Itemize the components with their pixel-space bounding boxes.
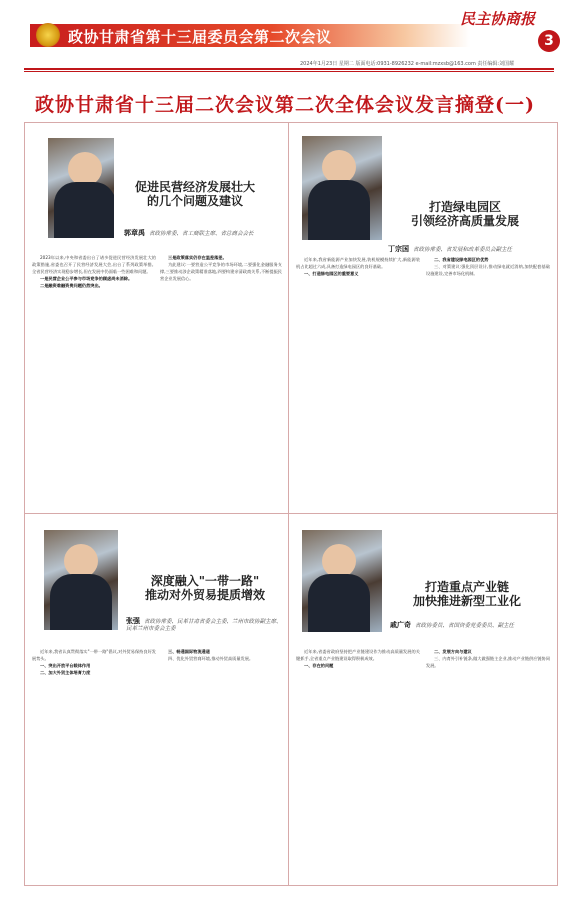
article-4-title-line: 加快推进新型工业化 bbox=[412, 594, 521, 609]
subheading: 三是政策落实仍存在温差落差。 bbox=[168, 255, 227, 260]
paragraph: 三、内育外引补链条,做大做强链主企业,推动产业链供应链协同发展。 bbox=[426, 656, 550, 668]
article-4-speaker-photo bbox=[302, 530, 382, 632]
paragraph: 三、对策建议:强化顶层设计,推动绿电就近消纳,加快配套基础设施建设,完善市场化机制。 bbox=[426, 264, 550, 276]
article-4-speaker bbox=[390, 620, 550, 630]
paragraph: 近年来,我省认真贯彻落实"一带一路"倡议,对外贸易保持良好发展势头。 bbox=[32, 649, 156, 661]
paragraph: 近年来,我省新能源产业加快发展,装机规模持续扩大,新能源装机占比超过六成,具备打造绿电园区的良好基础。 bbox=[296, 257, 420, 269]
article-3-title bbox=[130, 574, 280, 603]
article-1-speaker bbox=[124, 228, 274, 238]
speaker-name: 丁宗国 bbox=[388, 244, 409, 253]
article-1-speaker-photo bbox=[48, 138, 114, 238]
vertical-divider-bottom bbox=[288, 513, 289, 885]
article-2-speaker bbox=[388, 244, 548, 254]
article-3-body-col-2 bbox=[160, 648, 282, 880]
article-2-title bbox=[390, 200, 540, 229]
article-4-body-col-1 bbox=[296, 648, 420, 880]
subheading: 二是融资难融资贵问题仍然突出。 bbox=[40, 283, 103, 288]
article-2-title-line: 打造绿电园区 bbox=[428, 200, 501, 214]
paragraph: 四、优化外贸营商环境,推动外贸高质量发展。 bbox=[168, 656, 254, 661]
paragraph: 近年来,省委省政府坚持把产业链建设作为推动高质量发展的关键抓手,全省重点产业链建设取得积极成效。 bbox=[296, 649, 420, 661]
page-headline: 政协甘肃省十三届二次会议第二次全体会议发言摘登(一) bbox=[35, 94, 535, 116]
vertical-divider-top bbox=[288, 122, 289, 514]
banner-title: 政协甘肃省第十三届委员会第二次会议 bbox=[68, 28, 332, 46]
article-3-speaker bbox=[126, 616, 282, 634]
speaker-description: 省政协常委、民革甘肃省委会主委、兰州市政协副主席、民革兰州市委会主委 bbox=[126, 619, 282, 633]
speaker-description: 省政协常委、省工商联主席、省总商会会长 bbox=[149, 231, 254, 237]
cppcc-emblem-icon bbox=[36, 23, 60, 47]
header-rule bbox=[24, 68, 554, 70]
article-3-title-line: 推动对外贸易提质增效 bbox=[144, 588, 265, 603]
subheading: 一、打造绿电园区的重要意义 bbox=[304, 271, 359, 276]
speaker-description: 省政协常委、省发展和改革委员会副主任 bbox=[413, 247, 513, 253]
article-1-title-line: 促进民营经济发展壮大 bbox=[134, 180, 255, 194]
article-3-speaker-photo bbox=[44, 530, 118, 630]
article-4-title bbox=[392, 580, 542, 609]
subheading: 二、加大外贸主体培育力度 bbox=[40, 670, 91, 675]
speaker-name: 戚广奇 bbox=[390, 620, 411, 629]
horizontal-divider bbox=[24, 513, 558, 514]
newspaper-name: 民主协商报 bbox=[460, 10, 536, 28]
article-1-title bbox=[120, 180, 270, 209]
speaker-name: 张强 bbox=[126, 616, 140, 625]
subheading: 三、畅通国际物流通道 bbox=[168, 649, 210, 654]
subheading: 一、存在的问题 bbox=[304, 663, 334, 668]
page-number: 3 bbox=[538, 30, 560, 52]
subheading: 一、突出开放平台载体作用 bbox=[40, 663, 91, 668]
date-line: 2024年1月23日 星期二 版面电话:0931-8926232 e-mail:mzxsb@163.com 责任编辑:刘国耀 bbox=[300, 61, 515, 67]
paragraph: 为此建议:一要营造公平竞争的市场环境,二要强化金融服务支撑,三要推动涉企政策精准落地,四要构建亲清政商关系,不断提振民营企业发展信心。 bbox=[160, 262, 282, 281]
subheading: 二、发展方向与建议 bbox=[434, 649, 472, 654]
article-2-speaker-photo bbox=[302, 136, 382, 240]
article-2-body-col-2 bbox=[426, 256, 550, 506]
article-4-body-col-2 bbox=[426, 648, 550, 880]
article-3-body-col-1 bbox=[32, 648, 156, 880]
subheading: 一是民营企业公平参与市场竞争的顾虑尚未消除。 bbox=[40, 276, 133, 281]
paragraph: 2023年以来,中央和省委出台了诸多促进民营经济发展壮大的政策措施,省委也召开了民营经济发展大会,出台了系列政策举措。全省民营经济实现稳步增长,但在发展中仍面临一些困难和问题。 bbox=[32, 255, 156, 274]
article-2-title-line: 引领经济高质量发展 bbox=[410, 214, 519, 229]
speaker-description: 省政协委员、省国资委党委委员、副主任 bbox=[415, 623, 515, 629]
speaker-name: 郭章禹 bbox=[124, 228, 145, 237]
article-1-body-col-1 bbox=[32, 254, 156, 504]
article-4-title-line: 打造重点产业链 bbox=[424, 580, 509, 594]
article-3-title-line: 深度融入"一带一路" bbox=[150, 574, 260, 588]
article-1-title-line: 的几个问题及建议 bbox=[146, 194, 243, 209]
article-1-body-col-2 bbox=[160, 254, 282, 504]
subheading: 二、我省建设绿电园区的优势 bbox=[434, 257, 489, 262]
header-rule-thin bbox=[24, 71, 554, 72]
article-2-body-col-1 bbox=[296, 256, 420, 506]
